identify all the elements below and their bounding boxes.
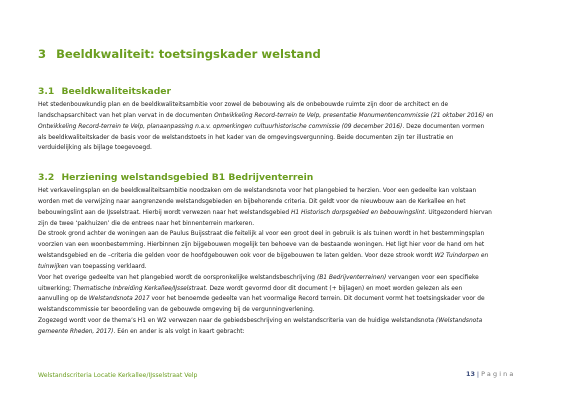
text-run: Het stedenbouwkundig plan en de beeldkwaliteitsambitie voor zowel de bebouwing als de onbebouwde ruimte zijn door de architect en de <box>38 102 449 108</box>
italic-text-run: Thematische Inbreiding Kerkallee/IJsselstraat <box>72 285 206 292</box>
text-run: zijn de twee ‘pakhuizen’ die de entrees naar het binnenterrein markeren. <box>38 220 255 227</box>
text-line <box>38 219 538 230</box>
text-line <box>38 294 538 305</box>
text-run: en <box>484 112 494 119</box>
text-run: . Uitgezonderd hiervan <box>424 209 492 216</box>
text-run: als beeldkwaliteitskader de basis voor de welstandstoets in het kader van de omgevingsvergunning. Beide documenten zijn ter illustratie en <box>38 134 454 141</box>
chapter-title: Beeldkwaliteit: toetsingskader welstand <box>56 47 321 61</box>
italic-text-run: (B1 Bedrijventerreinen) <box>316 274 387 281</box>
text-line <box>38 186 538 197</box>
text-run: aanvulling op de <box>38 296 89 303</box>
section-title: Beeldkwaliteitskader <box>61 86 172 97</box>
text-line <box>38 111 538 122</box>
text-run: voor het benoemde gedeelte van het voormalige Record terrein. Dit document vormt het toetsingskader voor de <box>149 296 485 303</box>
footer-page-indicator <box>466 370 516 378</box>
section-title: Herziening welstandsgebied B1 Bedrijventerrein <box>61 172 314 183</box>
text-line <box>38 197 538 208</box>
text-line <box>38 316 538 327</box>
text-line <box>38 273 538 284</box>
text-run: uitwerking; <box>38 285 73 292</box>
text-run: Zogezegd wordt voor de thema’s H1 en W2 verwezen naar de gebiedsbeschrijving en welstandscriteria van de huidige welstandsnota <box>38 318 437 325</box>
italic-text-run: W2 Tuindorpen en <box>434 253 489 260</box>
section-heading-3-2 <box>38 172 313 183</box>
text-run: worden met de verwijzing naar aangrenzende welstandsgebieden en bijbehorende criteria. Dit geldt voor de nieuwbouw aan de Kerkallee en het <box>38 198 466 205</box>
text-run: verduidelijking als bijlage toegevoegd. <box>38 145 152 152</box>
text-run: landschapsarchitect van het plan vervat in de documenten <box>38 112 215 119</box>
chapter-heading <box>38 47 321 61</box>
section-heading-3-1 <box>38 86 171 97</box>
text-line <box>38 305 538 316</box>
chapter-number: 3 <box>38 47 47 61</box>
text-run: . Deze wordt gevormd door dit document (+ bijlagen) en moet worden gelezen als een <box>205 285 463 292</box>
text-run: Het verkavelingsplan en de beeldkwaliteitsambitie noodzaken om de welstandsnota voor het plangebied te herzien. Voor een gedeelte kan volstaan <box>38 188 477 194</box>
italic-text-run: Ontwikkeling Record-terrein te Velp, planaanpassing n.a.v. opmerkingen cultuurhistorische commissie (09 december 2016) <box>38 123 403 130</box>
page-label: Pagina <box>481 370 516 378</box>
italic-text-run: tuinwijken <box>38 263 69 270</box>
text-run: . Deze documenten vormen <box>402 123 485 130</box>
italic-text-run: H1 Historisch dorpsgebied en bebouwingslint <box>290 209 425 216</box>
text-line <box>38 122 538 133</box>
text-run: De strook grond achter de woningen aan de Paulus Buijsstraat die feitelijk al voor een groot deel in gebruik is als tuinen wordt in het bestemmingsplan <box>38 231 485 238</box>
italic-text-run: Welstandsnota 2017 <box>88 296 150 303</box>
page-number: 13 <box>466 370 475 378</box>
text-line <box>38 262 538 273</box>
text-run: vervangen voor een specifieke <box>386 274 479 281</box>
text-line <box>38 327 538 338</box>
italic-text-run: Ontwikkeling Record-terrein te Velp, presentatie Monumentencommissie (21 oktober 2016) <box>214 112 485 119</box>
italic-text-run: gemeente Rheden, 2017) <box>38 328 114 335</box>
text-run: welstandscommissie ter beoordeling van de gebouwde omgeving bij de vergunningverlening. <box>38 307 315 314</box>
text-line <box>38 133 538 144</box>
text-run: . Eén en ander is als volgt in kaart gebracht: <box>113 328 245 335</box>
text-run: Voor het overige gedeelte van het plangebied wordt de oorspronkelijke welstandsbeschrijving <box>38 274 317 281</box>
text-run: welstandsgebied en de –criteria die gelden voor de hoofdgebouwen ook voor de bijgebouwen te laten gelden. Voor deze strook wordt <box>38 253 435 260</box>
section-3-2-paragraph <box>38 186 538 338</box>
footer-document-title: Welstandscriteria Locatie Kerkallee/IJsselstraat Velp <box>38 372 198 379</box>
text-line <box>38 143 538 154</box>
italic-text-run: (Welstandsnota <box>436 318 483 325</box>
section-number: 3.1 <box>38 86 55 97</box>
text-run: van toepassing verklaard. <box>68 263 147 270</box>
text-line <box>38 284 538 295</box>
text-line <box>38 251 538 262</box>
text-line <box>38 229 538 240</box>
text-run: bebouwingslint aan de IJsselstraat. Hierbij wordt verwezen naar het welstandsgebied <box>38 209 291 216</box>
text-line <box>38 100 538 111</box>
section-number: 3.2 <box>38 172 55 183</box>
text-line <box>38 240 538 251</box>
text-run: voorzien van een woonbestemming. Hierbinnen zijn bijgebouwen mogelijk ten behoeve van de bestaande woningen. Het ligt hier voor de hand om het <box>38 242 485 249</box>
text-line <box>38 208 538 219</box>
section-3-1-paragraph <box>38 100 538 154</box>
page-separator: | <box>476 370 480 378</box>
